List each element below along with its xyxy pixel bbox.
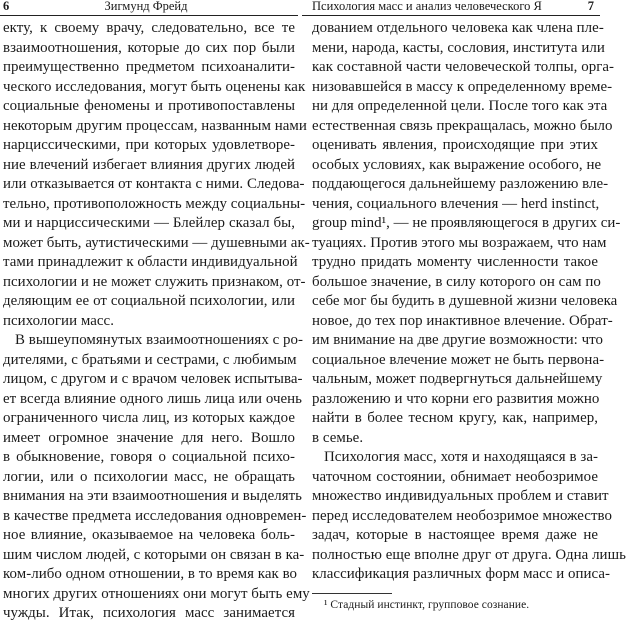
text-line: в обыкновение, говоря о социальной психо- (3, 449, 295, 465)
right-header-rule (302, 15, 600, 16)
text-line: перед исследователем необозримое множество (312, 507, 612, 524)
text-line: трудно придать моменту численности такое (312, 254, 598, 270)
footnote: ¹ Стадный инстинкт, групповое сознание. (324, 598, 530, 611)
text-line: особых условиях, как выражение особого, не (312, 156, 602, 173)
text-line: тами принадлежит к области индивидуальной (3, 254, 298, 270)
right-page (302, 0, 626, 611)
text-line: лицом, с другом и с врачом человек испытыва- (3, 371, 303, 387)
text-line: психологии масс. (3, 312, 114, 329)
text-line: полностью еще вполне друг от друга. Одна лишь (312, 546, 626, 563)
text-line: шим числом людей, с которыми он связан в ка- (3, 546, 305, 563)
right-page-number: 7 (587, 0, 594, 13)
text-line: мени, народа, касты, сословия, института или (312, 39, 605, 56)
right-page-header (302, 0, 600, 14)
text-line: преимущественно предметом психоаналити- (3, 59, 295, 75)
left-running-head: Зигмунд Фрейд (104, 0, 188, 13)
left-page-number: 6 (3, 0, 10, 13)
right-running-head: Психология масс и анализ человеческого Я (312, 0, 542, 13)
text-line: Психология масс, хотя и находящаяся в за- (324, 449, 598, 465)
text-line: туациях. Против этого мы возражаем, что нам (312, 234, 607, 251)
text-line: ком-либо одном отношении, в то время как во (3, 566, 298, 582)
left-header-rule (0, 15, 298, 16)
text-line: ние влечений избегает влияния других людей (3, 156, 295, 173)
text-line: В вышеупомянутых взаимоотношениях с ро- (15, 332, 304, 348)
text-line: некоторым другим процессам, названным нами (3, 117, 307, 134)
text-line: чаточном состоянии, обнимает необозримое (312, 468, 598, 485)
right-page-body (312, 19, 626, 612)
text-line: может быть, аутистическими — душевными ак- (3, 234, 310, 251)
text-line: новое, до тех пор инактивное влечение. Обрат- (312, 312, 613, 329)
text-line: естественная связь прекращалась, можно было (312, 117, 613, 134)
text-line: поддающегося дальнейшему разложению вле- (312, 176, 609, 192)
text-line: ни для определенной цели. После того как эта (312, 98, 608, 114)
text-line: дителями, с братьями и сестрами, с любимым (3, 351, 297, 368)
text-line: многих других отношениях они могут быть ему (3, 585, 310, 602)
left-page (0, 0, 310, 621)
text-line: социальное влечение может не быть первона- (312, 351, 605, 368)
footnote-rule (312, 593, 392, 594)
text-line: им внимание на две другие возможности: что (312, 332, 604, 348)
text-line: ет всегда влияние одного лишь лица или очень (3, 390, 303, 407)
text-line: имеет огромное значение для него. Вошло (3, 429, 295, 446)
text-line: логии, или о психологии масс, не обращать (3, 468, 295, 485)
text-line: дованием отдельного человека как члена пле- (312, 20, 604, 36)
text-line: задач, которые в настоящее время даже не (312, 527, 598, 543)
text-line: социальные феномены и противопоставлены (3, 98, 295, 114)
text-line: в семье. (312, 429, 364, 446)
left-page-header (0, 0, 298, 14)
text-line: деляющим ее от социальной психологии, или (3, 293, 295, 309)
text-line: внимания на эти взаимоотношения и выделять (3, 488, 303, 504)
text-line: нарциссическими, при которых удовлетворе- (3, 137, 295, 153)
text-line: ческого исследования, могут быть оценены как (3, 78, 306, 95)
text-line: низовавшейся в массу к определенному време- (312, 78, 613, 95)
text-line: тельно, противоположность между социальны- (3, 195, 306, 212)
text-line: найти в более тесном кругу, как, например, (312, 410, 598, 426)
text-line: себе мог бы будить в душевной жизни человека (312, 293, 618, 309)
text-line: ное влияние, оказываемое на человека боль- (3, 527, 295, 543)
text-line: или отказывается от контакта с ними. Следова- (3, 176, 305, 192)
text-line: большое значение, в силу которого он сам по (312, 273, 601, 290)
text-line: оценивать явления, происходящие при этих (312, 137, 598, 153)
text-line: ограниченного числа лиц, из которых каждое (3, 410, 295, 426)
text-line: в качестве предмета исследования одновремен- (3, 507, 307, 524)
text-line: екту, к своему врачу, следовательно, все те (3, 20, 295, 36)
text-line: чужды. Итак, психология масс занимается (3, 605, 295, 621)
text-line: чальным, может подвергнуться дальнейшему (312, 371, 603, 387)
text-line: group mind¹, — не проявляющегося в других си- (312, 215, 621, 231)
text-line: чения, социального влечения — herd instinct, (312, 195, 600, 212)
text-line: множество индивидуальных проблем и ставит (312, 488, 609, 504)
text-line: психологии и не может служить признаком, от- (3, 273, 306, 290)
text-line: классификация различных форм масс и описа- (312, 566, 611, 582)
text-line: как составной части человеческой толпы, орга- (312, 59, 615, 75)
text-line: разложению и что корни его развития можно (312, 390, 600, 407)
text-line: ми и нарциссическими — Блейлер сказал бы, (3, 215, 295, 231)
left-page-body (3, 19, 310, 624)
text-line: взаимоотношения, которые до сих пор были (3, 39, 295, 56)
